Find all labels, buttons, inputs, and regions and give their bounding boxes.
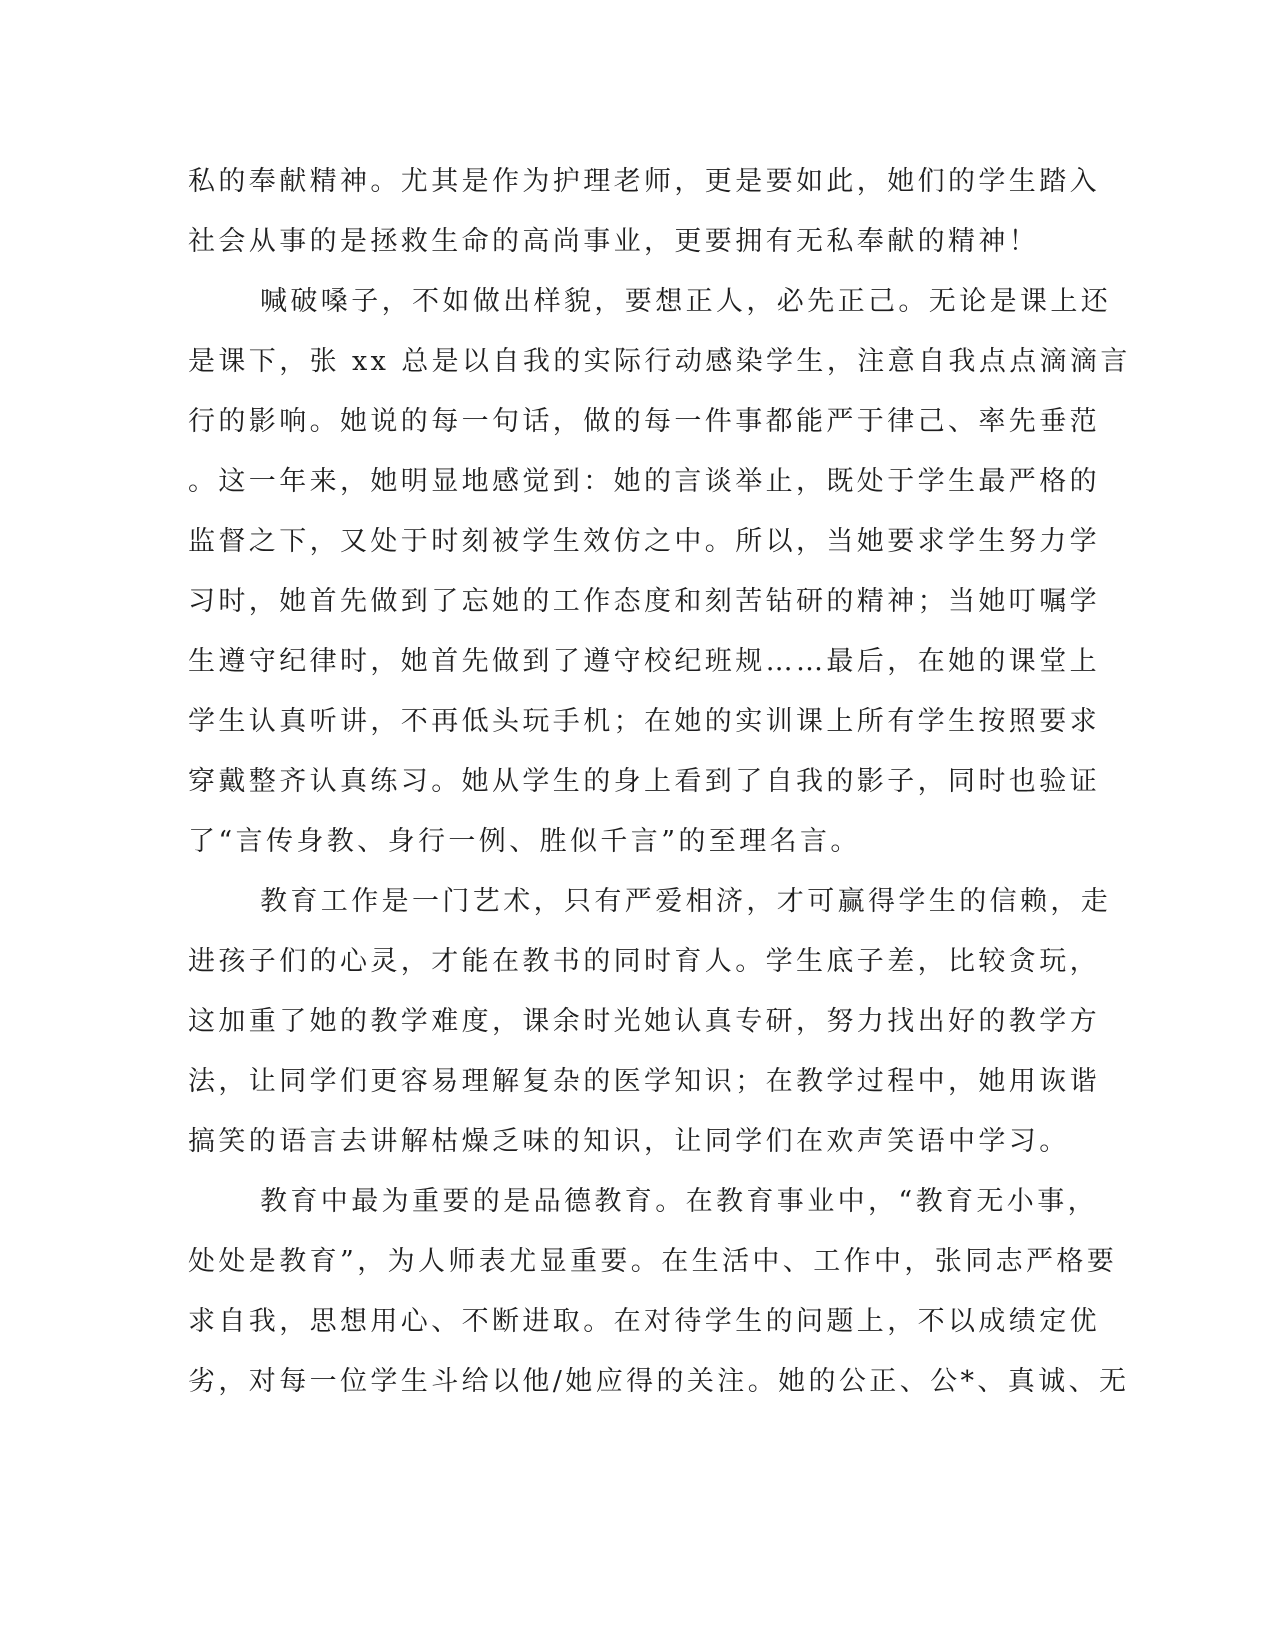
text-line: 监督之下，又处于时刻被学生效仿之中。所以，当她要求学生努力学 <box>188 526 1100 557</box>
text-line: 进孩子们的心灵，才能在教书的同时育人。学生底子差，比较贪玩， <box>188 946 1100 977</box>
text-line: 。这一年来，她明显地感觉到：她的言谈举止，既处于学生最严格的 <box>188 466 1100 497</box>
text-line: 是课下，张 xx 总是以自我的实际行动感染学生，注意自我点点滴滴言 <box>188 346 1131 377</box>
text-line: 法，让同学们更容易理解复杂的医学知识；在教学过程中，她用诙谐 <box>188 1066 1100 1097</box>
paragraph-start-line: 教育中最为重要的是品德教育。在教育事业中，“教育无小事， <box>260 1186 1099 1217</box>
text-line: 行的影响。她说的每一句话，做的每一件事都能严于律己、率先垂范 <box>188 406 1100 437</box>
text-line: 生遵守纪律时，她首先做到了遵守校纪班规……最后，在她的课堂上 <box>188 646 1100 677</box>
text-line: 求自我，思想用心、不断进取。在对待学生的问题上，不以成绩定优 <box>188 1306 1100 1337</box>
text-line: 私的奉献精神。尤其是作为护理老师，更是要如此，她们的学生踏入 <box>188 166 1100 197</box>
text-line: 学生认真听讲，不再低头玩手机；在她的实训课上所有学生按照要求 <box>188 706 1100 737</box>
text-line: 社会从事的是拯救生命的高尚事业，更要拥有无私奉献的精神！ <box>188 226 1040 257</box>
text-line: 了“言传身教、身行一例、胜似千言”的至理名言。 <box>188 826 861 857</box>
paragraph-start-line: 教育工作是一门艺术，只有严爱相济，才可赢得学生的信赖，走 <box>260 886 1112 917</box>
text-line: 劣，对每一位学生斗给以他/她应得的关注。她的公正、公*、真诚、无 <box>188 1366 1130 1397</box>
text-line: 穿戴整齐认真练习。她从学生的身上看到了自我的影子，同时也验证 <box>188 766 1100 797</box>
text-line: 这加重了她的教学难度，课余时光她认真专研，努力找出好的教学方 <box>188 1006 1100 1037</box>
paragraph-start-line: 喊破嗓子，不如做出样貌，要想正人，必先正己。无论是课上还 <box>260 286 1112 317</box>
text-line: 处处是教育”，为人师表尤显重要。在生活中、工作中，张同志严格要 <box>188 1246 1118 1277</box>
text-line: 习时，她首先做到了忘她的工作态度和刻苦钻研的精神；当她叮嘱学 <box>188 586 1100 617</box>
text-line: 搞笑的语言去讲解枯燥乏味的知识，让同学们在欢声笑语中学习。 <box>188 1126 1070 1157</box>
